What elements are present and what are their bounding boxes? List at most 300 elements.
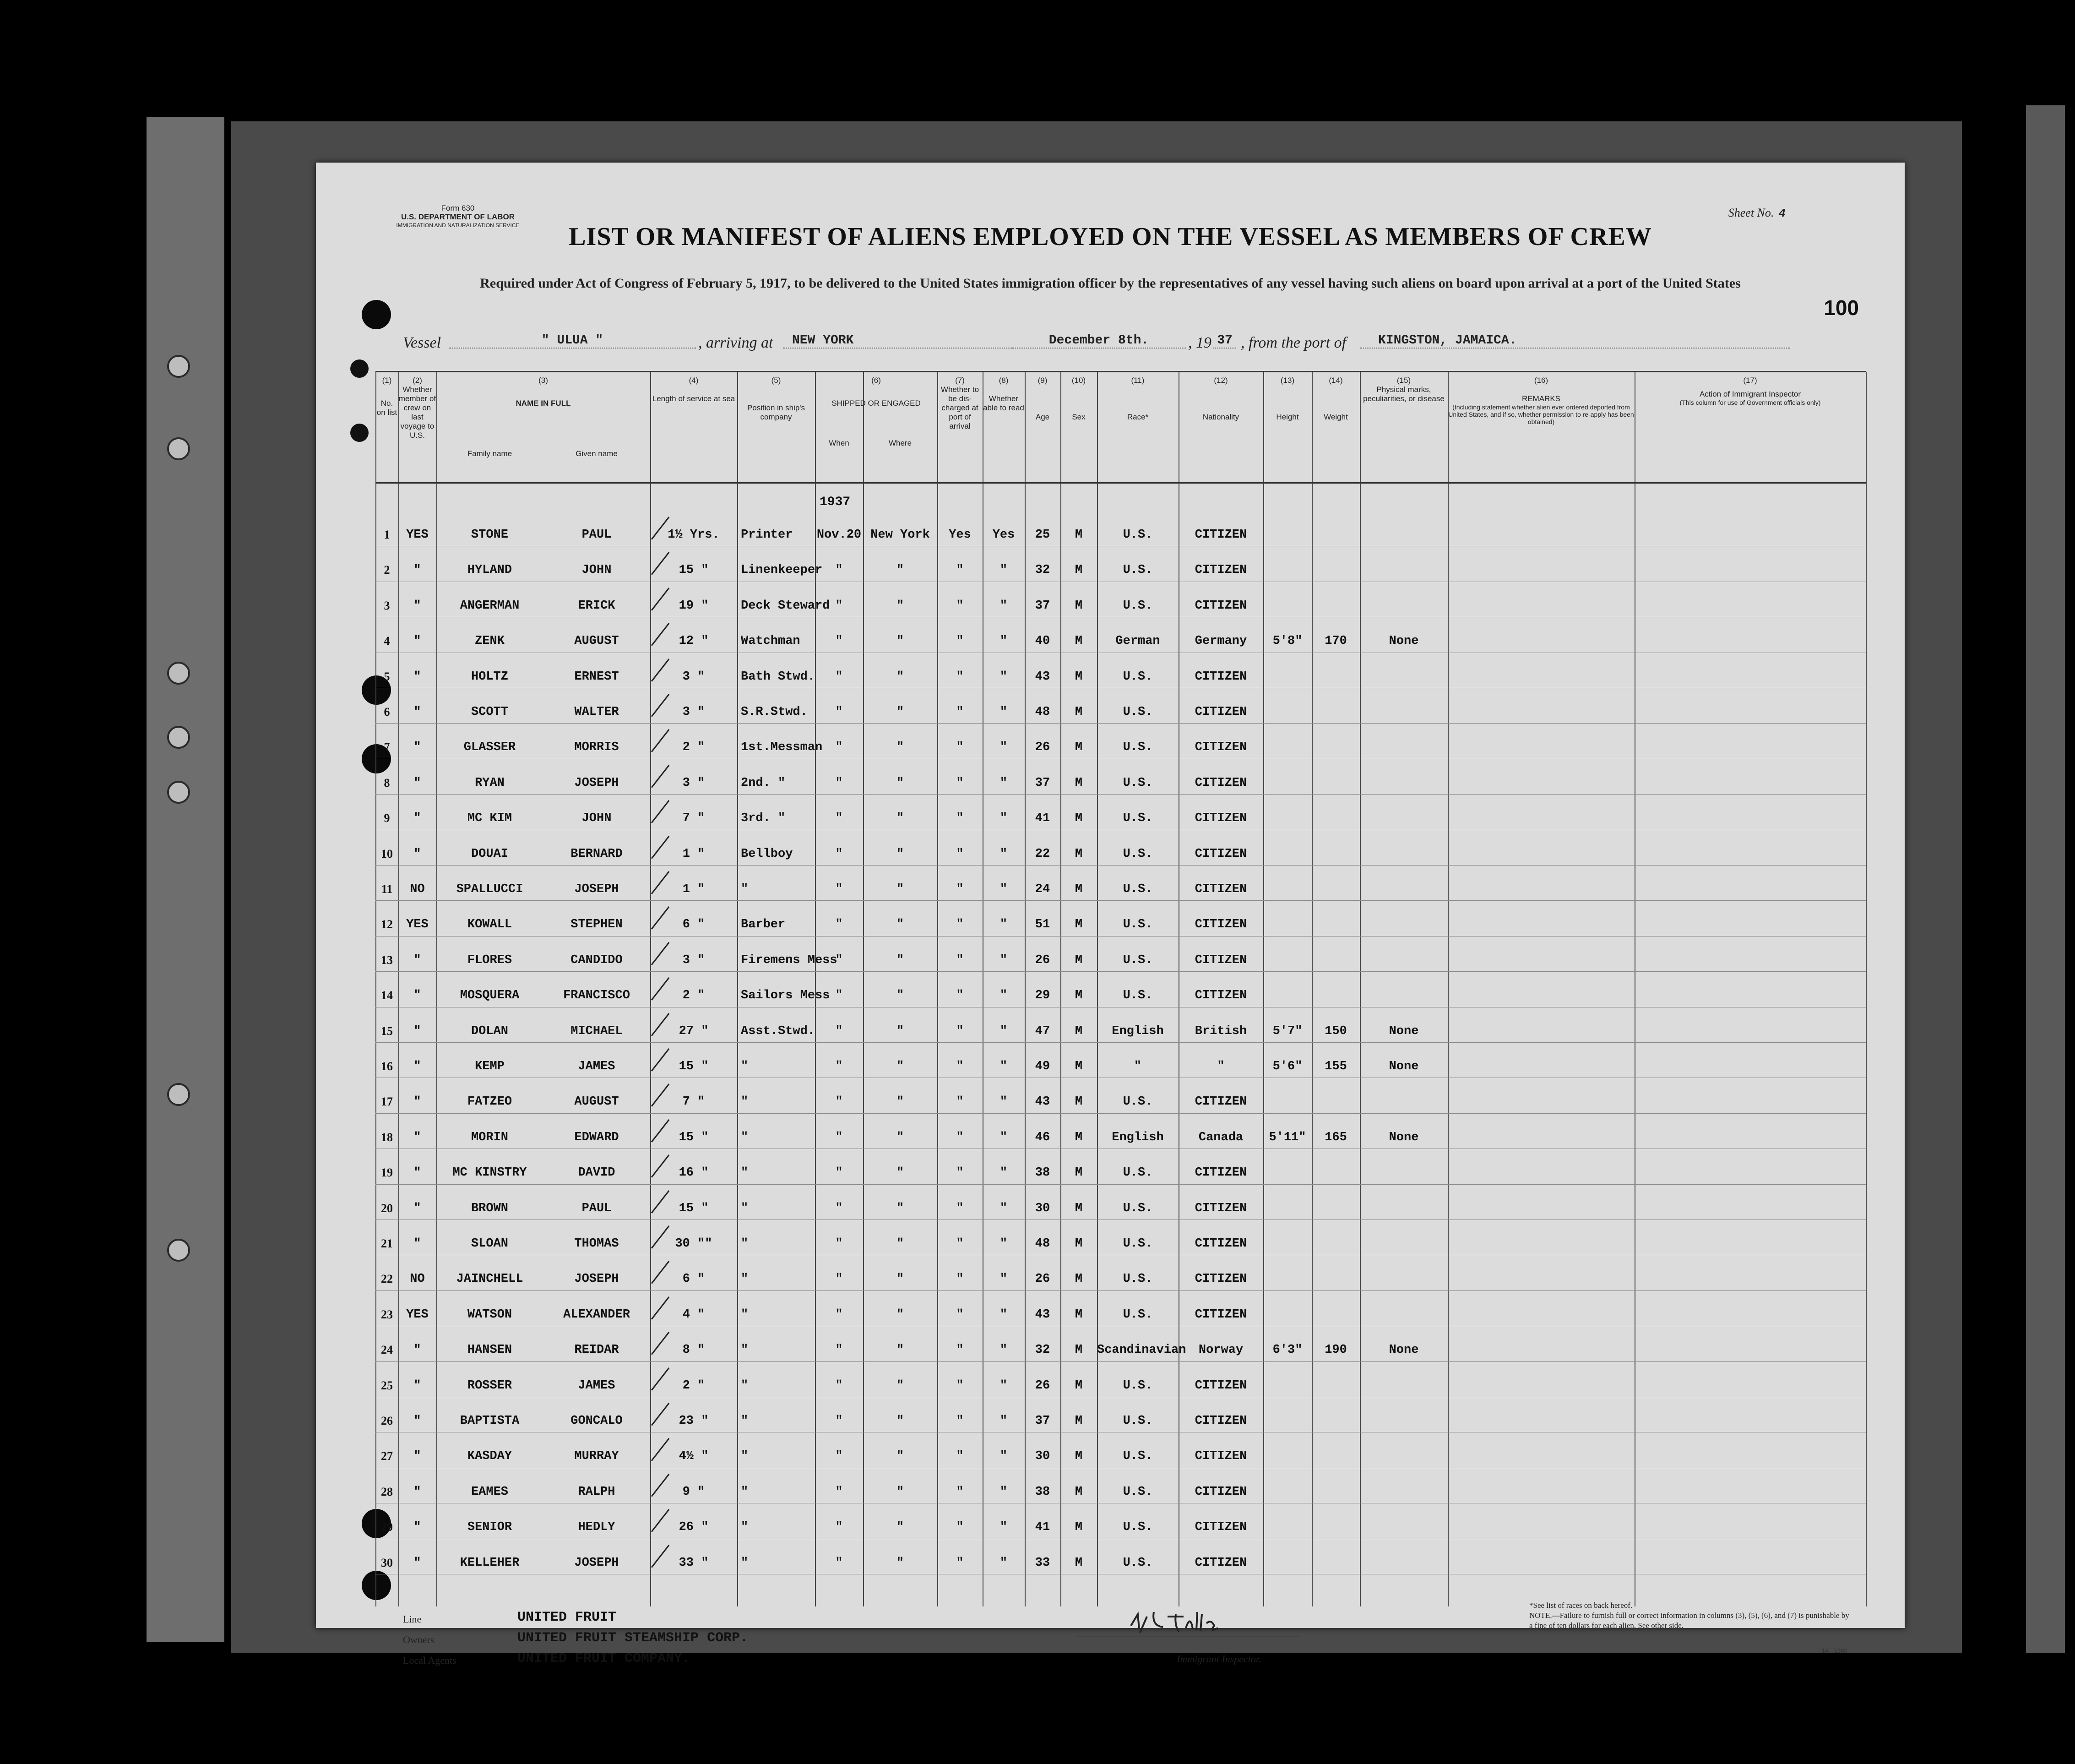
discharge-cell: " [956,1272,964,1286]
nationality-cell: CITIZEN [1195,1378,1247,1393]
height-cell: 5'8" [1272,634,1303,648]
sex-cell: M [1075,1237,1083,1251]
arriving-port: NEW YORK [783,333,1012,348]
family-name-cell: DOLAN [471,1024,508,1038]
position-cell: S.R.Stwd. [741,705,808,719]
col-header-nationality: (12) Nationality [1202,376,1239,421]
last-voyage-cell: YES [406,918,429,932]
service-length-cell: 7 " [682,1095,705,1109]
row-number: 25 [381,1378,393,1392]
last-voyage-cell: " [413,740,421,755]
sex-cell: M [1075,1130,1083,1144]
shipped-where-cell: " [896,1130,904,1144]
age-cell: 29 [1035,989,1050,1003]
last-voyage-cell: " [413,847,421,861]
shipped-where-cell: " [896,918,904,932]
nationality-cell: CITIZEN [1195,953,1247,967]
sex-cell: M [1075,1414,1083,1428]
nationality-cell: CITIZEN [1195,989,1247,1003]
agents-value: UNITED FRUIT COMPANY. [517,1651,691,1666]
shipped-when-cell: " [835,705,843,719]
binder-hole [167,355,190,378]
discharge-cell: " [956,1237,964,1251]
col-header-where: Where [888,439,912,447]
row-rule [375,1042,1866,1043]
nationality-cell: CITIZEN [1195,1201,1247,1215]
shipped-where-cell: " [896,599,904,613]
race-cell: U.S. [1123,705,1153,719]
nationality-cell: CITIZEN [1195,1449,1247,1464]
shipped-when-cell: " [835,776,843,790]
nationality-cell: CITIZEN [1195,1237,1247,1251]
last-voyage-cell: " [413,599,421,613]
family-name-cell: MC KIM [467,811,512,826]
race-cell: U.S. [1123,1201,1153,1215]
service-length-cell: 8 " [682,1343,705,1357]
row-rule [375,1361,1866,1362]
given-name-cell: JOHN [581,811,612,826]
sex-cell: M [1075,1272,1083,1286]
row-number: 15 [381,1024,393,1038]
shipped-when-cell: " [835,1237,843,1251]
family-name-cell: RYAN [475,776,505,790]
service-length-cell: 19 " [679,599,709,613]
shipped-when-cell: " [835,1130,843,1144]
shipped-where-cell: " [896,705,904,719]
nationality-cell: CITIZEN [1195,1307,1247,1322]
discharge-cell: " [956,670,964,684]
binder-hole [167,662,190,685]
position-cell: " [741,882,749,896]
sex-cell: M [1075,1024,1083,1038]
row-rule [375,1113,1866,1114]
row-number: 9 [384,811,390,825]
physical-marks-cell: None [1389,1060,1419,1073]
shipped-where-cell: " [896,1520,904,1535]
sex-cell: M [1075,705,1083,719]
given-name-cell: AUGUST [574,1095,619,1109]
given-name-cell: MURRAY [574,1449,619,1464]
age-cell: 26 [1035,1378,1050,1393]
last-voyage-cell: " [413,705,421,719]
physical-marks-cell: None [1389,634,1419,648]
discharge-cell: " [956,1130,964,1144]
position-cell: " [741,1378,749,1393]
sex-cell: M [1075,882,1083,896]
service-length-cell: 2 " [682,989,705,1003]
shipped-when-cell: " [835,599,843,613]
discharge-cell: " [956,634,964,648]
read-cell: " [999,1343,1008,1357]
age-cell: 33 [1035,1556,1050,1570]
shipped-where-cell: " [896,563,904,577]
service-length-cell: 3 " [682,776,705,790]
sex-cell: M [1075,1520,1083,1535]
age-cell: 43 [1035,1307,1050,1322]
discharge-cell: " [956,1520,964,1535]
row-rule [375,1290,1866,1291]
race-cell: German [1115,634,1160,648]
physical-marks-cell: None [1389,1343,1419,1357]
row-number: 4 [384,634,390,648]
shipped-when-cell: " [835,1520,843,1535]
position-cell: 3rd. " [741,811,786,826]
race-cell: Scandinavian [1097,1343,1186,1357]
family-name-cell: BAPTISTA [460,1414,520,1428]
weight-cell: 155 [1325,1060,1347,1073]
row-number: 8 [384,776,390,789]
nationality-cell: CITIZEN [1195,847,1247,861]
position-cell: Asst.Stwd. [741,1024,815,1038]
col-header-family-name: Family name [467,449,512,458]
age-cell: 43 [1035,1095,1050,1109]
row-rule [375,794,1866,795]
sex-cell: M [1075,1343,1083,1357]
shipped-when-cell: " [835,847,843,861]
position-cell: Linenkeeper [741,563,823,577]
last-voyage-cell: NO [410,1272,425,1286]
row-number: 5 [384,670,390,683]
row-number: 19 [381,1166,393,1180]
shipped-when-cell: " [835,811,843,826]
shipped-when-cell: " [835,1378,843,1393]
row-number: 22 [381,1272,393,1286]
shipped-when-cell: " [835,1060,843,1073]
given-name-cell: MORRIS [574,740,619,755]
family-name-cell: ANGERMAN [460,599,520,613]
read-cell: " [999,1130,1008,1144]
height-cell: 5'11" [1269,1130,1306,1144]
discharge-cell: " [956,599,964,613]
read-cell: " [999,1378,1008,1393]
sex-cell: M [1075,563,1083,577]
service-length-cell: 15 " [679,1130,709,1144]
col-header-race: (11) Race* [1127,376,1149,421]
read-cell: " [999,1201,1008,1215]
given-name-cell: FRANCISCO [563,989,630,1003]
shipped-where-cell: " [896,1378,904,1393]
position-cell: " [741,1272,749,1286]
last-voyage-cell: " [413,953,421,967]
age-cell: 38 [1035,1166,1050,1180]
position-cell: " [741,1343,749,1357]
read-cell: " [999,1414,1008,1428]
last-voyage-cell: " [413,1414,421,1428]
discharge-cell: " [956,1166,964,1180]
shipped-when-cell: " [835,1414,843,1428]
weight-cell: 165 [1325,1130,1347,1144]
shipped-where-cell: " [896,740,904,755]
age-cell: 46 [1035,1130,1050,1144]
service-length-cell: 4½ " [679,1449,709,1464]
shipped-when-cell: " [835,1095,843,1109]
age-cell: 26 [1035,953,1050,967]
row-number: 10 [381,847,393,860]
shipped-when-cell: " [835,634,843,648]
family-name-cell: ZENK [475,634,505,648]
shipped-when-cell: " [835,1556,843,1570]
sex-cell: M [1075,1166,1083,1180]
vessel-info-line [403,330,1831,357]
last-voyage-cell: " [413,1556,421,1570]
given-name-cell: CANDIDO [570,953,623,967]
race-cell: U.S. [1123,847,1153,861]
row-number: 16 [381,1060,393,1073]
shipped-where-cell: " [896,1201,904,1215]
sex-cell: M [1075,1485,1083,1499]
last-voyage-cell: " [413,1024,421,1038]
read-cell: " [999,918,1008,932]
age-cell: 41 [1035,1520,1050,1535]
read-cell: " [999,1307,1008,1322]
col-header-shipped: (6) SHIPPED OR ENGAGED [831,376,921,408]
nationality-cell: CITIZEN [1195,1095,1247,1109]
service-length-cell: 16 " [679,1166,709,1180]
document-subtitle: Required under Act of Congress of February 5, 1917, to be delivered to the United States immigration officer by the representatives of any vessel having such aliens on board upon arrival at a port of the United States [480,276,1741,291]
row-number: 28 [381,1485,393,1498]
footnote: *See list of races on back hereof. NOTE.—Failure to furnish full or correct information in columns (3), (5), (6), and (7) is punishable by a fine of ten dollars for each alien. See other side. [1529,1601,1849,1630]
age-cell: 43 [1035,670,1050,684]
discharge-cell: " [956,953,964,967]
given-name-cell: JOHN [581,563,612,577]
sex-cell: M [1075,1378,1083,1393]
family-name-cell: WATSON [467,1307,512,1322]
given-name-cell: JAMES [578,1060,615,1073]
nationality-cell: CITIZEN [1195,1520,1247,1535]
nationality-cell: CITIZEN [1195,776,1247,790]
age-cell: 32 [1035,1343,1050,1357]
last-voyage-cell: " [413,1166,421,1180]
from-port-label: , from the port of [1241,334,1347,351]
sex-cell: M [1075,670,1083,684]
read-cell: " [999,740,1008,755]
col-header-position: (5) Position in ship's company [747,376,805,421]
col-header-read: (8) Whether able to read [983,376,1024,412]
sex-cell: M [1075,1095,1083,1109]
sheet-number: Sheet No. 4 [1728,206,1786,220]
age-cell: 40 [1035,634,1050,648]
given-name-cell: REIDAR [574,1343,619,1357]
inspector-signature [1016,1601,1300,1642]
last-voyage-cell: YES [406,528,429,542]
shipped-when-cell: " [835,563,843,577]
read-cell: " [999,705,1008,719]
weight-cell: 150 [1325,1024,1347,1038]
race-cell: U.S. [1123,776,1153,790]
family-name-cell: SLOAN [471,1237,508,1251]
given-name-cell: JOSEPH [574,882,619,896]
read-cell: " [999,1520,1008,1535]
col-header-last-voyage: (2) Whether member of crew on last voyage to U.S. [398,376,436,440]
last-voyage-cell: " [413,1130,421,1144]
service-length-cell: 30 "" [675,1237,712,1251]
arrival-year: 37 [1213,333,1236,348]
row-number: 1 [384,528,390,541]
race-cell: U.S. [1123,740,1153,755]
race-cell: U.S. [1123,1095,1153,1109]
row-number: 26 [381,1414,393,1427]
age-cell: 48 [1035,1237,1050,1251]
background-binder-strip [147,117,224,1642]
given-name-cell: ERNEST [574,670,619,684]
shipped-where-cell: " [896,1449,904,1464]
read-cell: " [999,670,1008,684]
given-name-cell: PAUL [581,528,612,542]
shipped-where-cell: " [896,1307,904,1322]
discharge-cell: " [956,918,964,932]
family-name-cell: ROSSER [467,1378,512,1393]
read-cell: " [999,847,1008,861]
age-cell: 32 [1035,563,1050,577]
age-cell: 26 [1035,1272,1050,1286]
owners-value: UNITED FRUIT STEAMSHIP CORP. [517,1630,749,1646]
col-header-given-name: Given name [576,449,618,458]
nationality-cell: CITIZEN [1195,705,1247,719]
shipped-where-cell: " [896,1556,904,1570]
shipped-where-cell: " [896,634,904,648]
given-name-cell: STEPHEN [570,918,623,932]
read-cell: " [999,811,1008,826]
agents-label: Local Agents [403,1655,456,1666]
nationality-cell: British [1195,1024,1247,1038]
given-name-cell: JOSEPH [574,1556,619,1570]
row-number: 2 [384,563,390,577]
discharge-cell: " [956,1414,964,1428]
family-name-cell: KOWALL [467,918,512,932]
sex-cell: M [1075,740,1083,755]
age-cell: 47 [1035,1024,1050,1038]
shipped-where-cell: " [896,1095,904,1109]
sex-cell: M [1075,1060,1083,1073]
given-name-cell: GONCALO [570,1414,623,1428]
discharge-cell: " [956,1378,964,1393]
row-number: 7 [384,740,390,754]
read-cell: Yes [992,528,1015,542]
discharge-cell: " [956,847,964,861]
position-cell: " [741,1237,749,1251]
year-label: , 19 [1188,334,1211,351]
race-cell: U.S. [1123,599,1153,613]
vessel-label: Vessel [403,334,441,351]
race-cell: U.S. [1123,1378,1153,1393]
discharge-cell: " [956,776,964,790]
binder-hole [167,1239,190,1262]
row-number: 23 [381,1307,393,1321]
family-name-cell: MORIN [471,1130,508,1144]
service-length-cell: 26 " [679,1520,709,1535]
age-cell: 48 [1035,705,1050,719]
family-name-cell: HOLTZ [471,670,508,684]
col-header-no: (1) No. on list [376,376,397,417]
nationality-cell: CITIZEN [1195,918,1247,932]
family-name-cell: MOSQUERA [460,989,520,1003]
discharge-cell: " [956,705,964,719]
last-voyage-cell: " [413,1485,421,1499]
service-length-cell: 7 " [682,811,705,826]
arriving-label: , arriving at [698,334,773,351]
nationality-cell: CITIZEN [1195,528,1247,542]
row-number: 13 [381,953,393,967]
shipped-where-cell: " [896,1414,904,1428]
service-length-cell: 3 " [682,670,705,684]
row-number: 18 [381,1130,393,1144]
read-cell: " [999,1095,1008,1109]
form-code: 14—1380 [1821,1647,1847,1654]
sex-cell: M [1075,989,1083,1003]
age-cell: 30 [1035,1201,1050,1215]
last-voyage-cell: " [413,811,421,826]
line-label: Line [403,1613,422,1625]
race-cell: U.S. [1123,1272,1153,1286]
discharge-cell: " [956,1024,964,1038]
sex-cell: M [1075,1556,1083,1570]
race-cell: U.S. [1123,528,1153,542]
family-name-cell: SENIOR [467,1520,512,1535]
discharge-cell: " [956,1201,964,1215]
nationality-cell: CITIZEN [1195,599,1247,613]
read-cell: " [999,563,1008,577]
race-cell: U.S. [1123,670,1153,684]
header-divider [375,482,1866,484]
discharge-cell: " [956,740,964,755]
age-cell: 37 [1035,599,1050,613]
service-length-cell: 15 " [679,1201,709,1215]
nationality-cell: Canada [1198,1130,1244,1144]
position-cell: " [741,1201,749,1215]
race-cell: U.S. [1123,953,1153,967]
given-name-cell: JAMES [578,1378,615,1393]
last-voyage-cell: " [413,1060,421,1073]
race-cell: U.S. [1123,989,1153,1003]
shipped-where-cell: " [896,989,904,1003]
sex-cell: M [1075,1307,1083,1322]
discharge-cell: " [956,563,964,577]
nationality-cell: CITIZEN [1195,882,1247,896]
given-name-cell: DAVID [578,1166,615,1180]
shipped-where-cell: " [896,1272,904,1286]
age-cell: 51 [1035,918,1050,932]
manifest-document [316,163,1905,1666]
sex-cell: M [1075,953,1083,967]
family-name-cell: GLASSER [463,740,516,755]
service-length-cell: 1 " [682,882,705,896]
last-voyage-cell: " [413,634,421,648]
row-rule [375,1184,1866,1185]
sex-cell: M [1075,918,1083,932]
height-cell: 6'3" [1272,1343,1303,1357]
sex-cell: M [1075,1201,1083,1215]
row-number: 12 [381,918,393,931]
discharge-cell: Yes [949,528,971,542]
service-length-cell: 12 " [679,634,709,648]
shipped-where-cell: " [896,1166,904,1180]
race-cell: English [1112,1024,1164,1038]
position-cell: " [741,1485,749,1499]
given-name-cell: MICHAEL [570,1024,623,1038]
race-cell: U.S. [1123,1307,1153,1322]
given-name-cell: JOSEPH [574,776,619,790]
nationality-cell: " [1217,1060,1225,1073]
position-cell: " [741,1130,749,1144]
nationality-cell: CITIZEN [1195,563,1247,577]
service-length-cell: 6 " [682,1272,705,1286]
age-cell: 41 [1035,811,1050,826]
race-cell: U.S. [1123,1520,1153,1535]
year-written: 1937 [820,495,851,509]
shipped-where-cell: " [896,882,904,896]
row-number: 27 [381,1449,393,1463]
row-number: 3 [384,599,390,612]
